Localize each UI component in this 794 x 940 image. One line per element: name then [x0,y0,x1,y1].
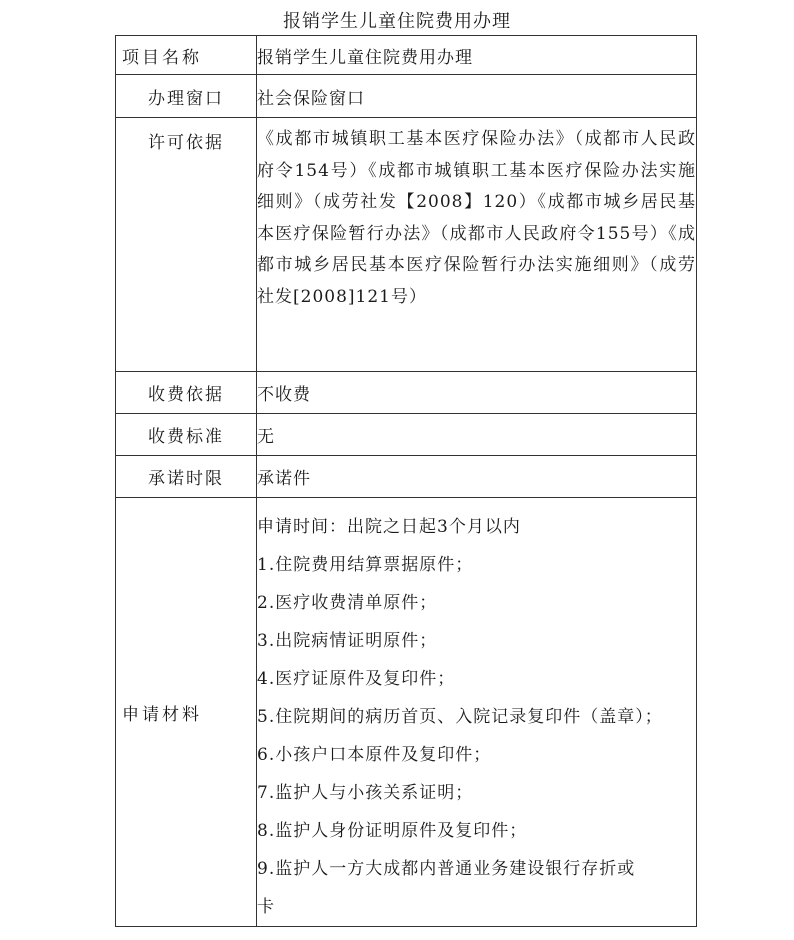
basis-label: 许可依据 [116,118,257,372]
materials-label: 申请材料 [116,498,257,927]
list-item: 2.医疗收费清单原件； [257,593,438,613]
materials-list [257,498,696,926]
page-title: 报销学生儿童住院费用办理 [283,11,511,32]
time-limit-label: 承诺时限 [116,456,257,498]
list-item: 1.住院费用结算票据原件； [257,555,474,575]
table-row-window [116,75,697,118]
table-row-fee-basis [116,372,697,414]
list-item: 6.小孩户口本原件及复印件； [257,745,492,765]
info-table [115,35,697,927]
fee-basis-label: 收费依据 [116,372,257,414]
basis-cell [257,118,697,372]
materials-intro: 申请时间：出院之日起3个月以内 [257,517,521,537]
list-item: 5.住院期间的病历首页、入院记录复印件（盖章）； [257,707,663,727]
list-item: 8.监护人身份证明原件及复印件； [257,821,528,841]
fee-basis-value: 不收费 [257,372,697,414]
list-item: 9.监护人一方大成都内普通业务建设银行存折或 [257,859,636,879]
table-row-basis [116,118,697,372]
item-name-value: 报销学生儿童住院费用办理 [257,36,697,75]
time-limit-value: 承诺件 [257,456,697,498]
list-item-continuation: 卡 [257,897,275,917]
list-item: 4.医疗证原件及复印件； [257,669,456,689]
window-value: 社会保险窗口 [257,75,697,118]
table-row-materials [116,498,697,927]
table-row-item-name [116,36,697,75]
basis-text: 《成都市城镇职工基本医疗保险办法》（成都市人民政府令154号）《成都市城镇职工基本医疗保险办法实施细则》（成劳社发【2008】120）《成都市城乡居民基本医疗保险暂行办法》（成都市人民政府令155号）《成都市城乡居民基本医疗保险暂行办法实施细则》（成劳社发[2008]121号） [257,129,696,307]
fee-standard-value: 无 [257,414,697,456]
table-row-time-limit [116,456,697,498]
materials-cell [257,498,697,927]
table-row-fee-standard [116,414,697,456]
window-label: 办理窗口 [116,75,257,118]
fee-standard-label: 收费标准 [116,414,257,456]
item-name-label: 项目名称 [116,36,257,75]
list-item: 3.出院病情证明原件； [257,631,438,651]
list-item: 7.监护人与小孩关系证明； [257,783,474,803]
